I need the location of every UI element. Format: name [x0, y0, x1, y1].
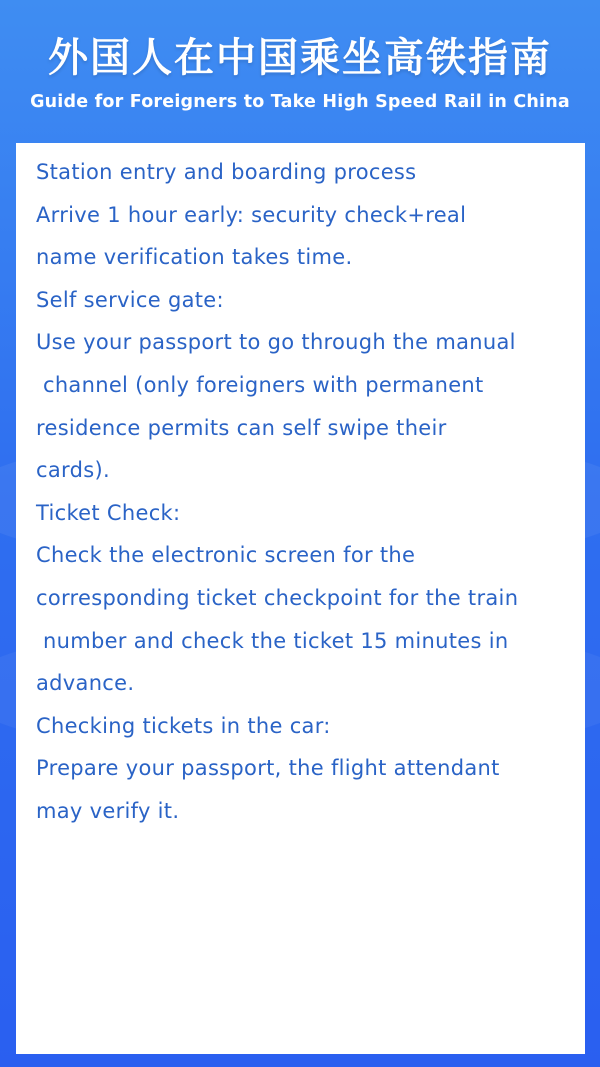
- text-line: advance.: [36, 671, 135, 696]
- guide-card: [16, 143, 585, 1054]
- text-line: name verification takes time.: [36, 245, 353, 270]
- text-line: cards).: [36, 458, 110, 483]
- text-line: Arrive 1 hour early: security check+real: [36, 202, 467, 227]
- section-heading-ticket-check: Ticket Check:: [36, 500, 181, 525]
- section-heading-gate: Self service gate:: [36, 287, 224, 312]
- text-line: Prepare your passport, the flight attendant: [36, 756, 500, 781]
- section-heading-car-check: Checking tickets in the car:: [36, 713, 331, 738]
- page-title-english: Guide for Foreigners to Take High Speed Rail in China: [30, 92, 570, 112]
- text-line: residence permits can self swipe their: [36, 415, 447, 440]
- text-line: may verify it.: [36, 798, 180, 823]
- page-title-chinese: 外国人在中国乘坐高铁指南: [48, 35, 552, 81]
- text-line: channel (only foreigners with permanent: [36, 372, 484, 397]
- section-heading-entry: Station entry and boarding process: [36, 160, 417, 184]
- text-line: corresponding ticket checkpoint for the train: [36, 585, 519, 610]
- text-line: number and check the ticket 15 minutes in: [36, 628, 509, 653]
- text-line: Use your passport to go through the manual: [36, 330, 516, 355]
- text-line: Check the electronic screen for the: [36, 543, 416, 568]
- page-header: [0, 0, 600, 140]
